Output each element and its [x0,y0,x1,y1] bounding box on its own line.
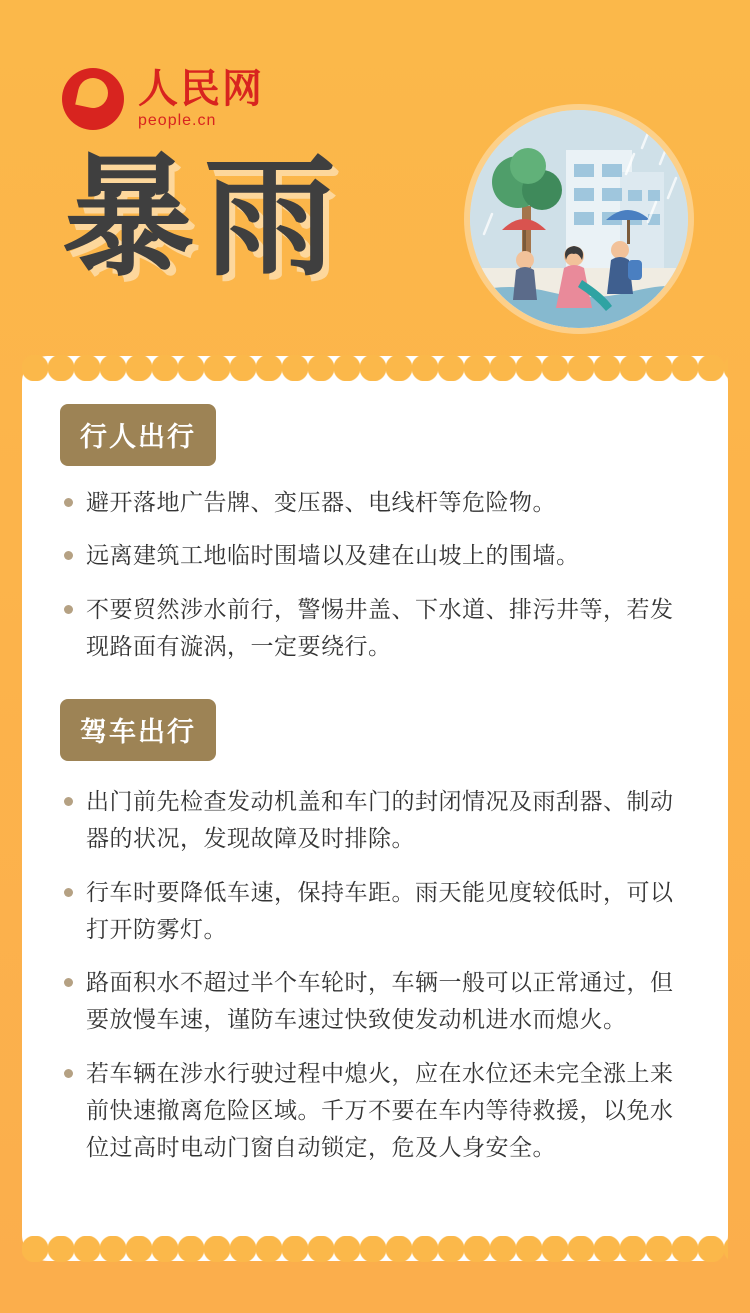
list-item: 出门前先检查发动机盖和车门的封闭情况及雨刮器、制动器的状况，发现故障及时排除。 [60,783,690,858]
tips-list-pedestrian [60,484,690,665]
poster-header [0,0,750,360]
list-item: 若车辆在涉水行驶过程中熄火，应在水位还未完全涨上来前快速撤离危险区域。千万不要在车内等待救援，以免水位过高时电动门窗自动锁定，危及人身安全。 [60,1055,690,1167]
list-item: 远离建筑工地临时围墙以及建在山坡上的围墙。 [60,537,690,574]
scallop-bottom-edge [22,1236,728,1262]
brand-name-en: people.cn [138,112,217,129]
content-card [22,356,728,1261]
brand-name-cn: 人民网 [138,67,264,111]
brand [62,68,750,130]
list-item: 路面积水不超过半个车轮时，车辆一般可以正常通过，但要放慢车速，谨防车速过快致使发动机进水而熄火。 [60,964,690,1039]
section-driving [60,699,690,1166]
card-content [22,382,728,1235]
scallop-top-edge [22,355,728,381]
tips-list-driving [60,783,690,1166]
list-item: 行车时要降低车速，保持车距。雨天能见度较低时，可以打开防雾灯。 [60,874,690,949]
list-item: 避开落地广告牌、变压器、电线杆等危险物。 [60,484,690,521]
red-circle-logo-icon [62,68,124,130]
section-title-driving: 驾车出行 [60,699,216,761]
brand-text [138,68,264,130]
section-pedestrian [60,404,690,665]
rainy-street-people-umbrella-illustration [470,110,688,328]
list-item: 不要贸然涉水前行，警惕井盖、下水道、排污井等，若发现路面有漩涡，一定要绕行。 [60,591,690,666]
section-title-pedestrian: 行人出行 [60,404,216,466]
page-title: 暴雨 [62,144,346,291]
